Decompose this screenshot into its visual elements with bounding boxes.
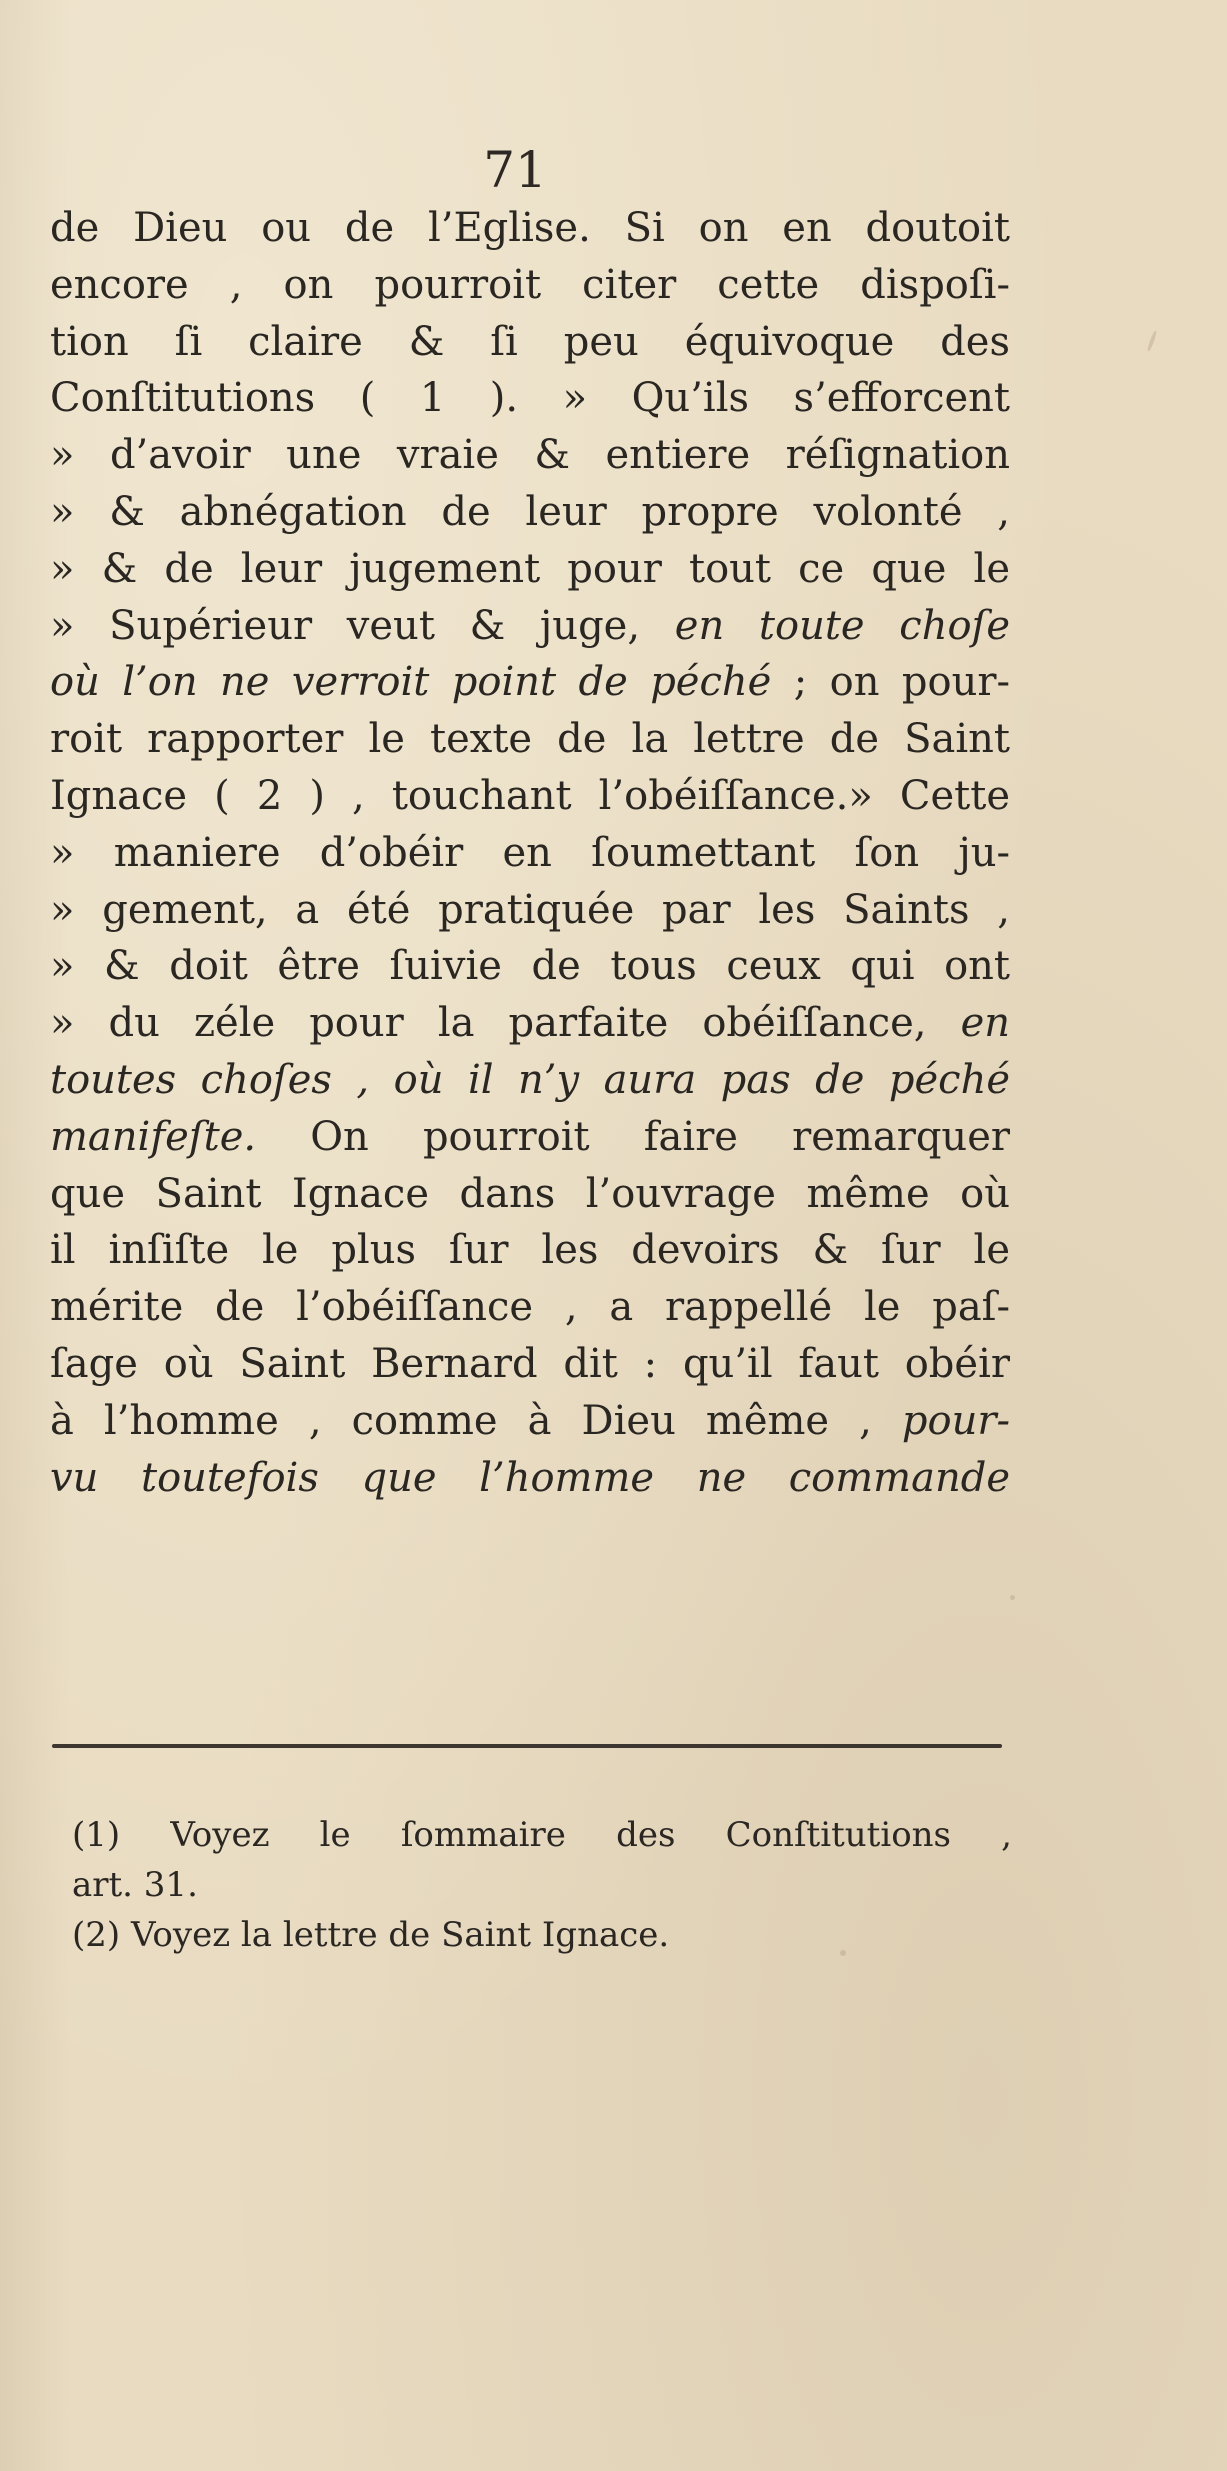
roman-text: Conſtitutions ( 1 ). » Qu’ils s’efforcent: [50, 375, 1010, 422]
footnote-1-line-1: (1) Voyez le ſommaire des Conſtitutions ,: [72, 1815, 1012, 1855]
text-line: [50, 1109, 1010, 1166]
footnote-1-line-2: art. 31.: [72, 1865, 198, 1905]
italic-text: toutes choſes , où il n’y aura pas de péché: [50, 1056, 1010, 1103]
text-line: [50, 1222, 1010, 1279]
footnote-2: (2) Voyez la lettre de Saint Ignace.: [72, 1915, 670, 1955]
text-line: [50, 257, 1010, 314]
roman-text: que Saint Ignace dans l’ouvrage même où: [50, 1170, 1010, 1217]
text-line: [50, 314, 1010, 371]
roman-text: » & de leur jugement pour tout ce que le: [50, 545, 1010, 592]
roman-text: tion ſi claire & ſi peu équivoque des: [50, 318, 1010, 365]
text-line: [50, 1052, 1010, 1109]
text-line: [50, 427, 1010, 484]
text-line: [50, 484, 1010, 541]
text-line: [50, 825, 1010, 882]
italic-text: vu toutefois que l’homme ne commande: [50, 1454, 1010, 1501]
roman-text: On pourroit faire remarquer: [256, 1113, 1010, 1160]
text-line: [50, 598, 1010, 655]
paper-speck: [1010, 1595, 1015, 1600]
paper-speck: [1146, 330, 1157, 352]
text-line: [50, 370, 1010, 427]
roman-text: mérite de l’obéiſſance , a rappellé le paſ-: [50, 1284, 1010, 1331]
roman-text: » maniere d’obéir en ſoumettant ſon ju-: [50, 829, 1010, 876]
italic-text: en: [960, 1000, 1010, 1047]
text-line: [50, 882, 1010, 939]
roman-text: Ignace ( 2 ) , touchant l’obéiſſance.» Cette: [50, 772, 1010, 819]
text-line: [50, 1279, 1010, 1336]
roman-text: de Dieu ou de l’Eglise. Si on en doutoit: [50, 205, 1010, 251]
roman-text: ſage où Saint Bernard dit : qu’il faut obéir: [50, 1340, 1010, 1387]
roman-text: » Supérieur veut & juge,: [50, 602, 675, 649]
roman-text: » & doit être ſuivie de tous ceux qui ont: [50, 943, 1010, 990]
text-line: [50, 541, 1010, 598]
roman-text: roit rapporter le texte de la lettre de Saint: [50, 716, 1010, 763]
text-line: [50, 711, 1010, 768]
text-line: [50, 1393, 1010, 1450]
footnote-rule: [52, 1744, 1002, 1748]
italic-text: pour-: [901, 1397, 1010, 1444]
roman-text: » gement, a été pratiquée par les Saints ,: [50, 886, 1010, 933]
roman-text: » du zéle pour la parfaite obéiſſance,: [50, 1000, 961, 1047]
text-line: [50, 1166, 1010, 1223]
roman-text: il inſiſte le plus ſur les devoirs & ſur le: [50, 1227, 1010, 1274]
text-line: [50, 938, 1010, 995]
body-text: [50, 200, 1010, 1506]
text-line: [50, 768, 1010, 825]
text-line: [50, 1336, 1010, 1393]
roman-text: » d’avoir une vraie & entiere réſignation: [50, 432, 1010, 479]
roman-text: à l’homme , comme à Dieu même ,: [50, 1397, 902, 1444]
page-number: 71: [483, 141, 547, 199]
footnotes: [72, 1810, 1012, 1960]
roman-text: » & abnégation de leur propre volonté ,: [50, 488, 1010, 535]
roman-text: encore , on pourroit citer cette dispoſi-: [50, 261, 1010, 308]
roman-text: ; on pour-: [771, 659, 1010, 706]
text-line: [50, 200, 1010, 257]
italic-text: manifeſte.: [50, 1113, 257, 1160]
text-line: [50, 654, 1010, 711]
italic-text: où l’on ne verroit point de péché: [50, 659, 772, 706]
text-line: [50, 995, 1010, 1052]
italic-text: en toute choſe: [674, 602, 1010, 649]
text-line: [50, 1450, 1010, 1507]
